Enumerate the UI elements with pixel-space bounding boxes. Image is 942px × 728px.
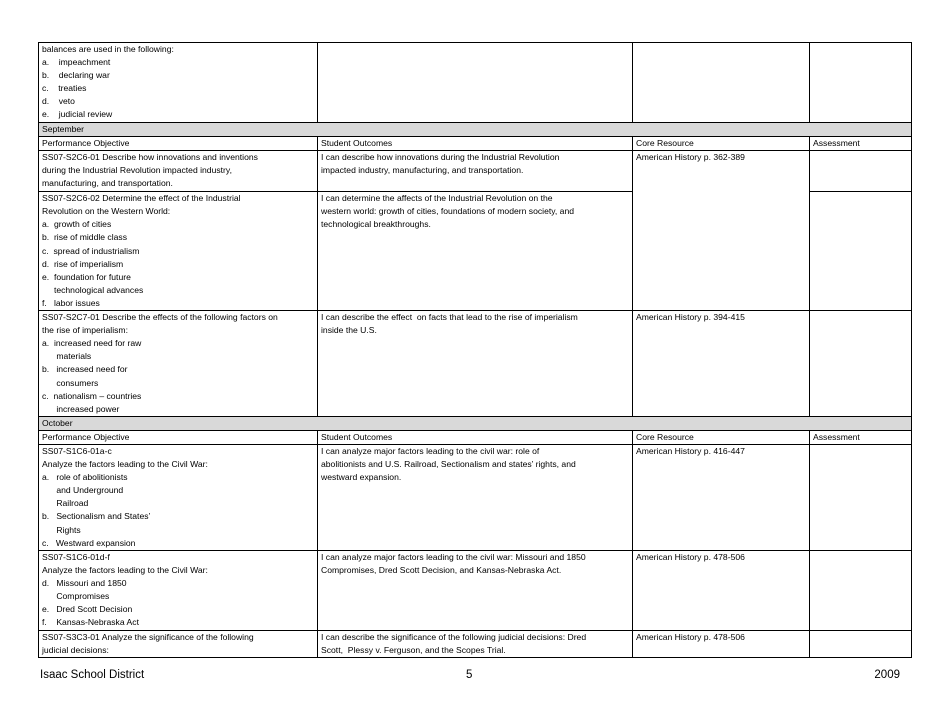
resource-text: American History p. 394-415	[636, 312, 745, 323]
objective-line: Analyze the factors leading to the Civil War:	[42, 564, 208, 575]
objective-line: judicial decisions:	[42, 644, 109, 655]
objective-line: c. nationalism – countries	[42, 390, 142, 401]
objective-line: SS07-S3C3-01 Analyze the significance of the following	[42, 631, 254, 642]
resource-cell	[633, 151, 810, 192]
resource-cell	[633, 444, 810, 550]
month-title: October	[39, 416, 912, 430]
carryover-resource-cell	[633, 43, 810, 123]
month-row-september	[39, 123, 912, 137]
objective-line: technological advances	[42, 284, 144, 295]
objective-line: f. labor issues	[42, 297, 100, 308]
outcome-line: I can analyze major factors leading to the civil war: role of	[321, 445, 540, 456]
assessment-cell	[810, 550, 912, 630]
objective-cell	[39, 444, 318, 550]
outcome-line: I can describe the effect on facts that lead to the rise of imperialism	[321, 312, 578, 323]
carryover-objective-line: e. judicial review	[42, 109, 113, 120]
objective-line: f. Kansas-Nebraska Act	[42, 617, 139, 628]
header-core-resource: Core Resource	[633, 430, 810, 444]
column-header-row	[39, 430, 912, 444]
footer-page-number: 5	[466, 669, 473, 681]
objective-cell	[39, 311, 318, 417]
header-performance-objective: Performance Objective	[39, 137, 318, 151]
outcome-line: impacted industry, manufacturing, and transportation.	[321, 165, 524, 176]
objective-line: a. growth of cities	[42, 219, 112, 230]
objective-line: SS07-S2C6-01 Describe how innovations and inventions	[42, 152, 258, 163]
outcome-line: I can describe how innovations during the Industrial Revolution	[321, 152, 560, 163]
objective-row	[39, 311, 912, 417]
footer-year: 2009	[874, 669, 900, 681]
objective-cell	[39, 630, 318, 657]
resource-cell	[633, 630, 810, 657]
assessment-cell	[810, 151, 912, 192]
objective-line: Revolution on the Western World:	[42, 206, 171, 217]
carryover-outcome-cell	[318, 43, 633, 123]
objective-row	[39, 550, 912, 630]
resource-text: American History p. 362-389	[636, 152, 745, 163]
outcome-line: I can determine the affects of the Industrial Revolution on the	[321, 193, 553, 204]
outcome-cell	[318, 311, 633, 417]
footer-district: Isaac School District	[40, 669, 145, 681]
outcome-cell	[318, 192, 633, 311]
carryover-objective-cell	[39, 43, 318, 123]
objective-line: Compromises	[42, 591, 110, 601]
month-title: September	[39, 123, 912, 137]
objective-row	[39, 444, 912, 550]
outcome-cell	[318, 550, 633, 630]
objective-line: SS07-S1C6-01a-c	[42, 445, 112, 456]
curriculum-table	[38, 42, 912, 658]
objective-row	[39, 151, 912, 192]
objective-line: c. Westward expansion	[42, 537, 136, 548]
objective-cell	[39, 192, 318, 311]
objective-line: Analyze the factors leading to the Civil War:	[42, 459, 208, 470]
objective-line: SS07-S2C7-01 Describe the effects of the following factors on	[42, 312, 278, 323]
header-performance-objective: Performance Objective	[39, 430, 318, 444]
outcome-line: I can analyze major factors leading to the civil war: Missouri and 1850	[321, 551, 586, 562]
objective-line: Railroad	[42, 498, 89, 509]
header-assessment: Assessment	[810, 430, 912, 444]
header-student-outcomes: Student Outcomes	[318, 430, 633, 444]
column-header-row	[39, 137, 912, 151]
outcome-line: westward expansion.	[321, 472, 402, 483]
objective-line: increased power	[42, 403, 120, 414]
outcome-line: Scott, Plessy v. Ferguson, and the Scopes Trial.	[321, 644, 506, 655]
objective-line: during the Industrial Revolution impacted industry,	[42, 165, 232, 176]
assessment-cell	[810, 192, 912, 311]
objective-cell	[39, 550, 318, 630]
outcome-line: abolitionists and U.S. Railroad, Sectionalism and states’ rights, and	[321, 459, 576, 470]
objective-line: a. increased need for raw	[42, 338, 142, 349]
outcome-line: technological breakthroughs.	[321, 219, 431, 230]
resource-cell	[633, 192, 810, 311]
objective-line: e. Dred Scott Decision	[42, 604, 133, 615]
objective-line: Rights	[42, 524, 81, 535]
objective-line: and Underground	[42, 485, 124, 496]
objective-line: SS07-S2C6-02 Determine the effect of the Industrial	[42, 193, 241, 204]
carryover-objective-line: a. impeachment	[42, 57, 111, 68]
table-body	[39, 43, 912, 658]
outcome-line: inside the U.S.	[321, 325, 377, 336]
carryover-objective-line: b. declaring war	[42, 70, 110, 81]
outcome-line: western world: growth of cities, foundations of modern society, and	[321, 206, 575, 217]
objective-line: manufacturing, and transportation.	[42, 178, 173, 189]
outcome-cell	[318, 444, 633, 550]
objective-line: d. Missouri and 1850	[42, 577, 127, 588]
assessment-cell	[810, 444, 912, 550]
month-row-october	[39, 416, 912, 430]
carryover-row	[39, 43, 912, 123]
carryover-objective-line: d. veto	[42, 96, 75, 107]
resource-cell	[633, 311, 810, 417]
header-student-outcomes: Student Outcomes	[318, 137, 633, 151]
resource-text: American History p. 416-447	[636, 445, 745, 456]
objective-line: a. role of abolitionists	[42, 472, 128, 483]
outcome-cell	[318, 151, 633, 192]
outcome-line: I can describe the significance of the following judicial decisions: Dred	[321, 631, 587, 642]
objective-row	[39, 192, 912, 311]
objective-line: c. spread of industrialism	[42, 245, 140, 256]
carryover-objective-line: balances are used in the following:	[42, 44, 174, 54]
header-core-resource: Core Resource	[633, 137, 810, 151]
objective-line: b. Sectionalism and States’	[42, 511, 151, 522]
objective-line: d. rise of imperialism	[42, 258, 124, 269]
assessment-cell	[810, 630, 912, 657]
objective-line: consumers	[42, 377, 99, 388]
objective-line: b. rise of middle class	[42, 232, 128, 243]
outcome-cell	[318, 630, 633, 657]
objective-line: b. increased need for	[42, 364, 128, 375]
carryover-assessment-cell	[810, 43, 912, 123]
resource-text: American History p. 478-506	[636, 631, 745, 642]
carryover-objective-line: c. treaties	[42, 83, 87, 94]
resource-text: American History p. 478-506	[636, 551, 745, 562]
objective-line: the rise of imperialism:	[42, 325, 128, 336]
header-assessment: Assessment	[810, 137, 912, 151]
resource-cell	[633, 550, 810, 630]
objective-row	[39, 630, 912, 657]
objective-line: materials	[42, 351, 92, 362]
assessment-cell	[810, 311, 912, 417]
objective-line: e. foundation for future	[42, 271, 131, 282]
objective-cell	[39, 151, 318, 192]
objective-line: SS07-S1C6-01d-f	[42, 551, 110, 562]
outcome-line: Compromises, Dred Scott Decision, and Kansas-Nebraska Act.	[321, 564, 562, 575]
